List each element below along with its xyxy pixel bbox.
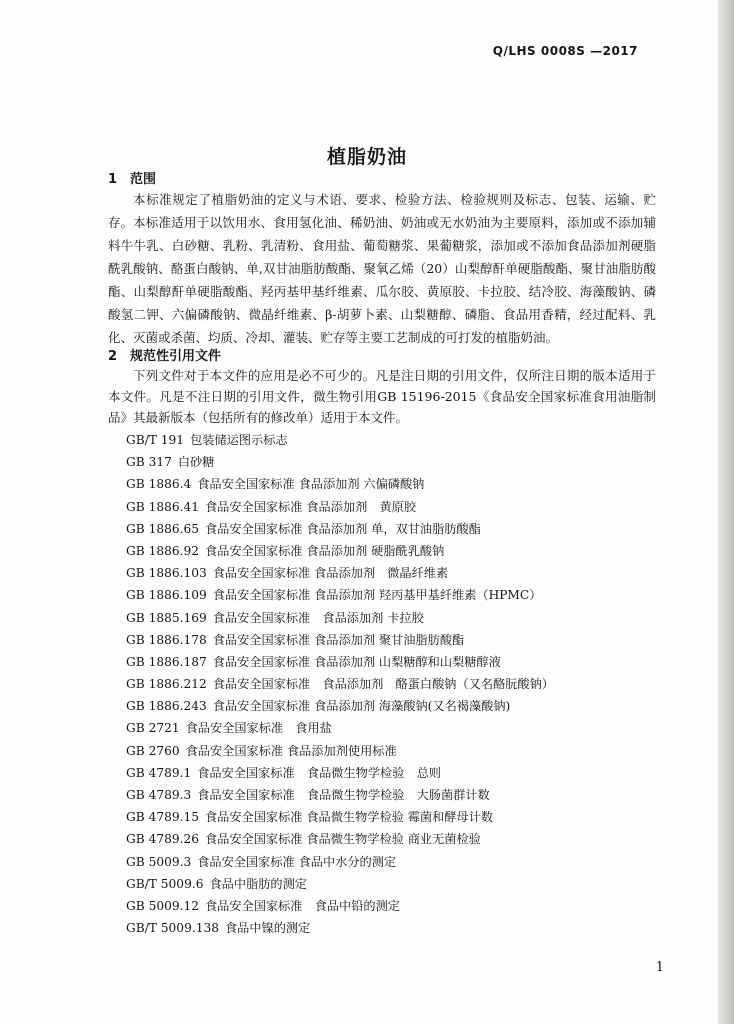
reference-code: GB 1885.169: [126, 610, 207, 625]
reference-item: [126, 673, 554, 695]
reference-code: GB 1886.243: [126, 699, 207, 714]
reference-code: GB 1886.212: [126, 677, 207, 692]
section-number: 2: [108, 349, 118, 364]
reference-code: GB 5009.12: [126, 898, 199, 913]
reference-code: GB 1886.109: [126, 588, 207, 603]
reference-item: [126, 740, 554, 762]
reference-list: [126, 429, 554, 939]
reference-item: [126, 518, 554, 540]
reference-title: 食品中脂肪的测定: [209, 876, 307, 891]
reference-title: 白砂糖: [177, 455, 215, 470]
reference-title: 食品安全国家标准 食品添加剂 海藻酸钠(又名褐藻酸钠): [212, 699, 511, 714]
reference-item: [126, 496, 554, 518]
reference-item: [126, 917, 554, 939]
reference-title: 食品安全国家标准 食用盐: [185, 721, 332, 736]
paragraph-references-intro: 下列文件对于本文件的应用是必不可少的。凡是注日期的引用文件，仅所注日期的版本适用于本文件。凡是不注日期的引用文件，微生物引用GB 15196-2015《食品安全国家标准食用油脂制品》其最新版本（包括所有的修改单）适用于本文件。: [108, 368, 656, 425]
reference-code: GB 2760: [126, 743, 180, 758]
reference-title: 食品安全国家标准 食品微生物学检验 总则: [197, 765, 441, 780]
reference-code: GB 2721: [126, 721, 180, 736]
reference-code: GB 1886.92: [126, 543, 199, 558]
reference-item: [126, 651, 554, 673]
reference-item: [126, 717, 554, 739]
reference-item: [126, 806, 554, 828]
reference-code: GB 1886.187: [126, 654, 207, 669]
reference-title: 食品安全国家标准 食品添加剂 黄原胶: [204, 499, 417, 514]
reference-code: GB 1886.178: [126, 632, 207, 647]
reference-title: 食品安全国家标准 食品中铅的测定: [204, 898, 400, 913]
reference-item: [126, 762, 554, 784]
reference-title: 食品安全国家标准 食品微生物学检验 霉菌和酵母计数: [204, 810, 494, 825]
reference-item: [126, 895, 554, 917]
reference-item: [126, 607, 554, 629]
reference-item: [126, 828, 554, 850]
reference-title: 食品安全国家标准 食品添加剂 微晶纤维素: [212, 566, 449, 581]
page-number: 1: [655, 960, 664, 975]
reference-code: GB 4789.15: [126, 810, 199, 825]
section-heading-references: [108, 345, 221, 364]
reference-item: [126, 873, 554, 895]
reference-item: [126, 540, 554, 562]
section-title: 规范性引用文件: [130, 349, 222, 364]
document-code: Q/LHS 0008S —2017: [492, 44, 638, 58]
reference-code: GB 317: [126, 455, 172, 470]
reference-title: 食品安全国家标准 食品添加剂 山梨糖醇和山梨糖醇液: [212, 654, 501, 669]
reference-code: GB 4789.26: [126, 832, 199, 847]
reference-item: [126, 584, 554, 606]
reference-item: [126, 473, 554, 495]
reference-item: [126, 429, 554, 451]
reference-title: 食品安全国家标准 食品添加剂 硬脂酰乳酸钠: [204, 543, 445, 558]
document-title: 植脂奶油: [326, 146, 407, 168]
reference-code: GB 1886.103: [126, 566, 207, 581]
reference-title: 食品安全国家标准 食品中水分的测定: [197, 854, 397, 869]
reference-title: 食品安全国家标准 食品添加剂 六偏磷酸钠: [197, 477, 425, 492]
reference-title: 食品安全国家标准 食品添加剂 酪蛋白酸钠（又名酪朊酸钠）: [212, 677, 554, 692]
reference-title: 食品安全国家标准 食品添加剂使用标准: [185, 743, 397, 758]
paragraph-scope-1: 本标准规定了植脂奶油的定义与术语、要求、检验方法、检验规则及标志、包装、运输、贮存。: [108, 192, 656, 230]
reference-title: 食品安全国家标准 食品添加剂 卡拉胶: [212, 610, 424, 625]
reference-title: 包装储运图示标志: [190, 433, 288, 447]
reference-title: 食品安全国家标准 食品添加剂 羟丙基甲基纤维素（HPMC）: [212, 588, 542, 603]
reference-title: 食品安全国家标准 食品添加剂 聚甘油脂肪酸酯: [212, 632, 465, 647]
reference-code: GB/T 5009.6: [126, 876, 204, 891]
section-number: 1: [108, 172, 118, 187]
reference-code: GB 5009.3: [126, 854, 192, 869]
reference-item: [126, 784, 554, 806]
section-heading-scope: [108, 168, 156, 187]
reference-title: 食品安全国家标准 食品微生物学检验 大肠菌群计数: [197, 788, 490, 802]
reference-item: [126, 562, 554, 584]
section-title: 范围: [130, 172, 157, 187]
reference-item: [126, 851, 554, 873]
reference-code: GB/T 191: [126, 433, 185, 447]
reference-code: GB/T 5009.138: [126, 921, 219, 936]
reference-title: 食品安全国家标准 食品添加剂 单，双甘油脂肪酸酯: [204, 521, 481, 536]
reference-item: [126, 629, 554, 651]
paragraph-scope-2: 本标准适用于以饮用水、食用氢化油、稀奶油、奶油或无水奶油为主要原料，添加或不添加辅料牛牛乳、白砂糖、乳粉、乳清粉、食用盐、葡萄糖浆、果葡糖浆，添加或不添加食品添加剂硬脂酰乳酸钠、酪蛋白酸钠、单,双甘油脂肪酸酯、聚氧乙烯（20）山梨醇酐单硬脂酸酯、聚甘油脂肪酸酯、山梨醇酐单硬脂酸酯、羟丙基甲基纤维素、瓜尔胶、黄原胶、卡拉胶、结冷胶、海藻酸钠、磷酸氢二钾、六偏磷酸钠、微晶纤维素、β-胡萝卜素、山梨糖醇、磷脂、食品用香精，经过配料、乳化、灭菌或杀菌、均质、冷却、灌装、贮存等主要工艺制成的可打发的植脂奶油。: [108, 215, 656, 345]
reference-item: [126, 695, 554, 717]
reference-title: 食品安全国家标准 食品微生物学检验 商业无菌检验: [204, 832, 481, 847]
reference-title: 食品中镍的测定: [224, 921, 311, 936]
reference-code: GB 1886.4: [126, 477, 192, 492]
reference-item: [126, 451, 554, 473]
reference-code: GB 1886.41: [126, 499, 199, 514]
reference-code: GB 4789.1: [126, 765, 192, 780]
reference-code: GB 4789.3: [126, 788, 192, 802]
reference-code: GB 1886.65: [126, 521, 199, 536]
